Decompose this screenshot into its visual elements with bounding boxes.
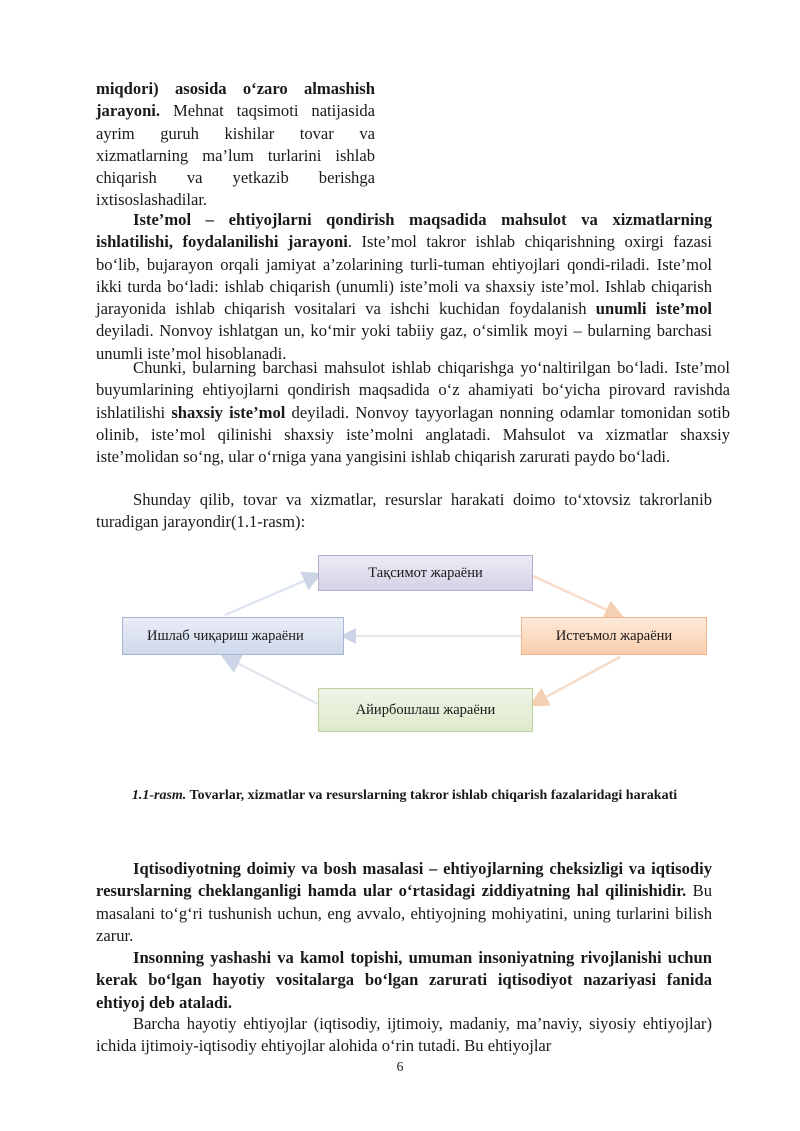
distribution-process-box: Тақсимот жараёни xyxy=(318,555,533,591)
intro-paragraph xyxy=(96,78,375,212)
figure-number: 1.1-rasm. xyxy=(131,788,187,803)
paragraph-main-problem xyxy=(96,858,712,947)
personal-text-1: Chunki, bularning barchasi mahsulot ishlab chiqarishga yo‘naltirilgan bo‘ladi. Iste’mol buyumlarining ehtiyojlarni qondirish maqsadida o‘z ahamiyati bo‘yicha pirovard ravishda ishlatilishi xyxy=(96,358,730,422)
need-definition-text: Insonning yashashi va kamol topishi, umuman insoniyatning rivojlanishi uchun kerak bo‘lgan hayotiy vositalarga bo‘lgan zarurati iqtisodiyot nazariyasi fanida ehtiyoj deb ataladi. xyxy=(96,948,712,1012)
paragraph-personal-consumption xyxy=(96,357,730,468)
productive-consumption-term: unumli iste’mol xyxy=(595,299,712,319)
consumption-text-2: deyiladi. Nonvoy ishlatgan un, ko‘mir yoki tabiiy gaz, o‘simlik moyi – bularning barchasi unumli iste’mol hisoblanadi. xyxy=(96,321,712,363)
exchange-process-box: Айирбошлаш жараёни xyxy=(318,688,533,732)
intro-text: Mehnat taqsimoti natijasida ayrim guruh kishilar tovar va xizmatlarning ma’lum turlarini ishlab chiqarish va yetkazib berishga ixtisoslashadilar. xyxy=(96,101,375,210)
needs-types-text: Barcha hayotiy ehtiyojlar (iqtisodiy, ijtimoiy, madaniy, ma’naviy, siyosiy ehtiyojlar) ichida ijtimoiy-iqtisodiy ehtiyojlar alohida o‘rin tutadi. Bu ehtiyojlar xyxy=(96,1014,712,1056)
intro-bold: miqdori) asosida o‘zaro almashish jarayoni. xyxy=(96,79,375,121)
paragraph-summary xyxy=(96,489,712,534)
production-process-box: Ишлаб чиқариш жараёни xyxy=(122,617,344,655)
consumption-text-1: . Iste’mol takror ishlab chiqarishning oxirgi fazasi bo‘lib, bujarayon orqali jamiyat a’zolarining turli-tuman ehtiyojlari qondi-riladi. Iste’mol ikki turda bo‘ladi: ishlab chiqarish (unumli) iste’moli va shaxsiy iste’mol. Ishlab chiqarish jarayonida ishlab chiqarish vositalari va ishchi kuchidan foydalanish xyxy=(96,232,712,319)
paragraph-needs-types xyxy=(96,1013,712,1058)
figure-caption-text: Tovarlar, xizmatlar va resurslarning takror ishlab chiqarish fazalaridagi harakati xyxy=(186,788,678,803)
personal-consumption-term: shaxsiy iste’mol xyxy=(171,402,286,422)
main-problem-bold: Iqtisodiyotning doimiy va bosh masalasi – ehtiyojlarning cheksizligi va iqtisodiy resurslarning cheklanganligi hamda ular o‘rtasidagi ziddiyatning hal qilinishidir. xyxy=(96,859,712,901)
main-problem-text: Bu masalani to‘g‘ri tushunish uchun, eng avvalo, ehtiyojning mohiyatini, uning turlarini bilish zarur. xyxy=(96,881,712,945)
summary-text: Shunday qilib, tovar va xizmatlar, resurslar harakati doimo to‘xtovsiz takrorlanib turadigan jarayondir(1.1-rasm): xyxy=(96,490,712,532)
page-number: 6 xyxy=(396,1059,404,1074)
personal-text-2: deyiladi. Nonvoy tayyorlagan nonning odamlar tomonidan sotib olinib, iste’mol qilinishi shaxsiy iste’molni anglatadi. Mahsulot va xizmatlar shaxsiy iste’molidan so‘ng, ular o‘rniga yana yangisini ishlab chiqarish zarurati paydo bo‘ladi. xyxy=(96,402,730,467)
figure-caption xyxy=(98,787,711,805)
arrow-exchange-to-production xyxy=(225,657,318,704)
consumption-process-box: Истеъмол жараёни xyxy=(521,617,707,655)
paragraph-consumption xyxy=(96,209,712,365)
arrow-distribution-to-exchange xyxy=(533,576,620,616)
consumption-definition: Iste’mol – ehtiyojlarni qondirish maqsadida mahsulot va xizmatlarning ishlatilishi, foydalanilishi jarayoni xyxy=(96,210,712,252)
arrow-production-to-distribution xyxy=(225,575,318,615)
arrow-consumption-to-exchange xyxy=(533,657,620,704)
paragraph-need-definition xyxy=(96,947,712,1014)
